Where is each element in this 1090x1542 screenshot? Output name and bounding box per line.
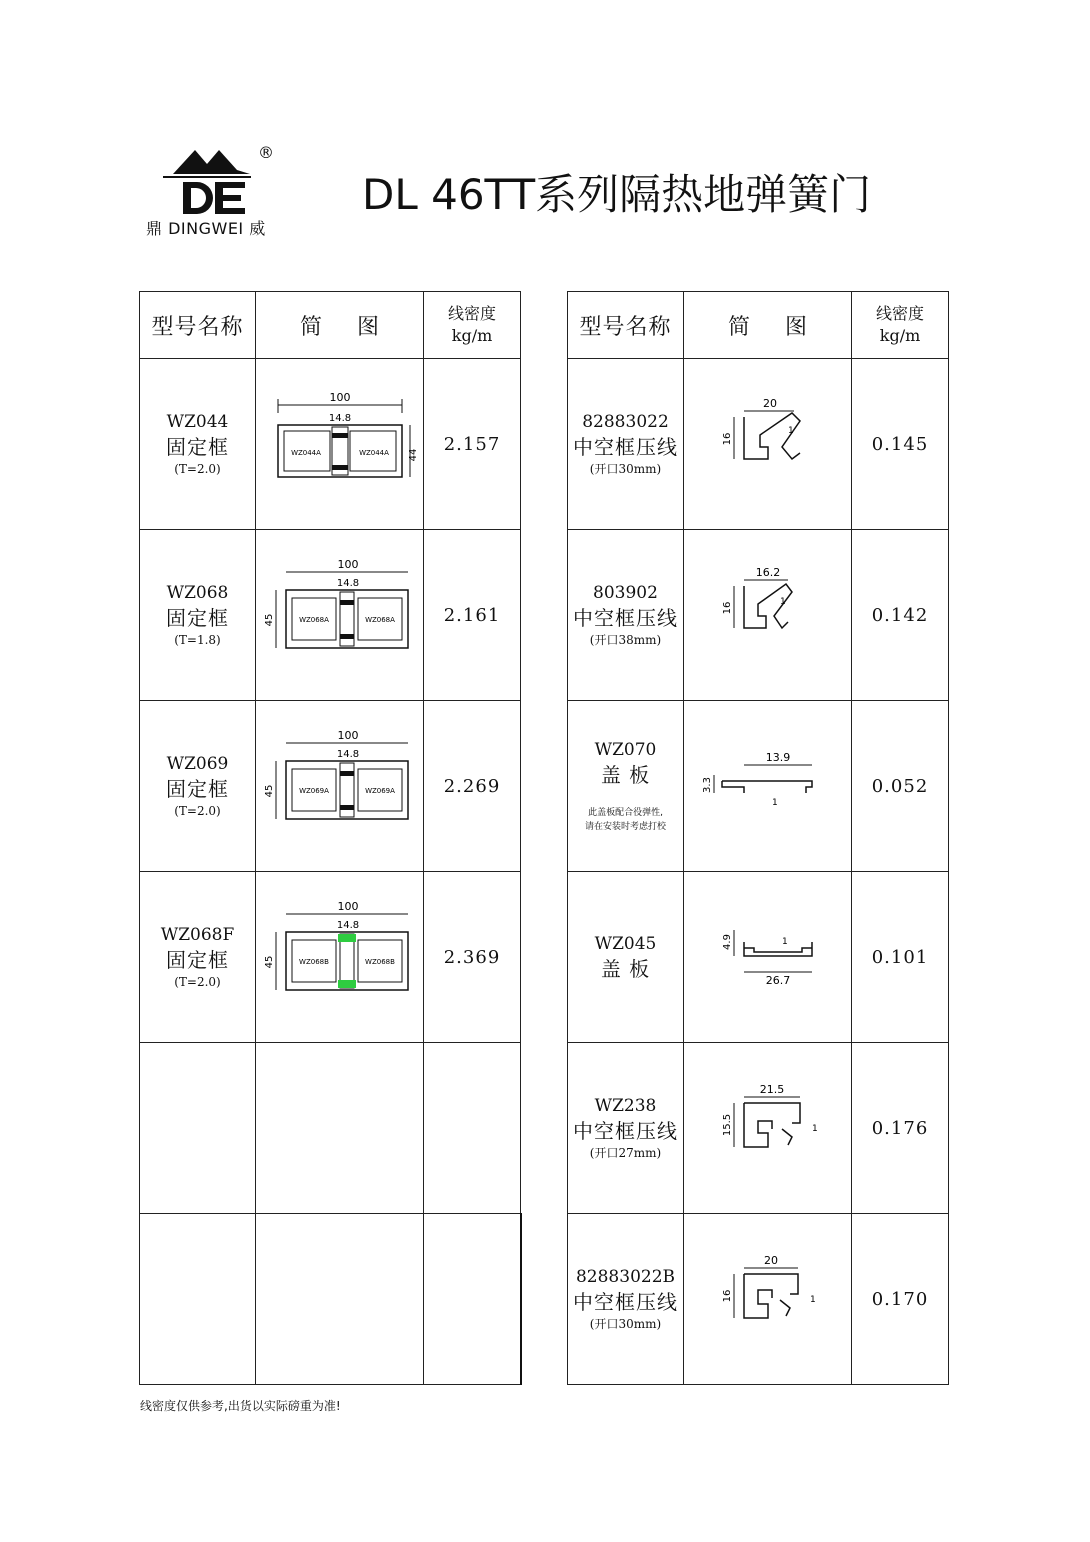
svg-text:1: 1 [809, 1295, 816, 1305]
header-density: 线密度 kg/m [852, 292, 949, 359]
svg-text:20: 20 [763, 1254, 778, 1267]
svg-text:45: 45 [263, 955, 275, 969]
left-product-table [139, 291, 522, 1385]
svg-text:1: 1 [781, 937, 788, 947]
header-diagram: 简 图 [256, 292, 424, 359]
profile-diagram [260, 387, 420, 497]
svg-text:44: 44 [407, 448, 419, 462]
table-row [140, 1214, 521, 1385]
profile-diagram [688, 1071, 848, 1181]
table-row [140, 1043, 521, 1214]
svg-text:16: 16 [721, 432, 733, 446]
profile-diagram [688, 1242, 848, 1352]
svg-text:WZ068B: WZ068B [364, 958, 395, 966]
table-row: WZ070 盖 板 此盖板配合役弹性, 请在安装时考虑打校 13.9 3.3 1 0.052 [568, 701, 949, 872]
svg-text:13.9: 13.9 [765, 751, 790, 764]
svg-text:14.8: 14.8 [336, 578, 359, 589]
profile-diagram [688, 900, 848, 1010]
svg-text:45: 45 [263, 784, 275, 798]
profile-diagram [260, 900, 420, 1010]
svg-text:WZ069A: WZ069A [364, 787, 395, 795]
svg-text:14.8: 14.8 [336, 749, 359, 760]
svg-text:45: 45 [263, 613, 275, 627]
svg-text:100: 100 [329, 391, 350, 404]
table-row: WZ069 固定框 (T=2.0) 100 14.8 WZ069A WZ069A 45 2.269 [140, 701, 521, 872]
logo-text: 鼎 DINGWEI 威 [146, 219, 266, 238]
svg-text:100: 100 [337, 900, 358, 913]
svg-text:WZ068A: WZ068A [364, 616, 395, 624]
svg-text:1: 1 [787, 426, 794, 436]
table-row: WZ068F 固定框 (T=2.0) 100 14.8 WZ068B WZ068B 45 2.369 [140, 872, 521, 1043]
svg-text:WZ069A: WZ069A [298, 787, 329, 795]
registered-mark: ® [258, 143, 274, 162]
footer-note: 线密度仅供参考,出货以实际磅重为准! [140, 1399, 341, 1413]
header-model: 型号名称 [140, 292, 256, 359]
svg-text:16.2: 16.2 [755, 566, 780, 579]
profile-diagram [688, 387, 848, 497]
svg-text:1: 1 [779, 597, 786, 607]
table-row: WZ068 固定框 (T=1.8) 100 14.8 WZ068A WZ068A 45 2.161 [140, 530, 521, 701]
svg-text:WZ068B: WZ068B [298, 958, 329, 966]
table-row: WZ045 盖 板 4.9 1 26.7 0.101 [568, 872, 949, 1043]
page-title: DL 46TT系列隔热地弹簧门 [362, 170, 872, 219]
header-density: 线密度 kg/m [424, 292, 521, 359]
svg-text:1: 1 [771, 798, 778, 808]
svg-text:WZ044A: WZ044A [290, 449, 321, 457]
profile-diagram [260, 558, 420, 668]
svg-text:1: 1 [811, 1124, 818, 1134]
table-row: 82883022B 中空框压线 (开口30mm) 20 16 1 0.170 [568, 1214, 949, 1385]
table-row: 803902 中空框压线 (开口38mm) 16.2 16 1 0.142 [568, 530, 949, 701]
svg-text:15.5: 15.5 [721, 1113, 733, 1137]
svg-text:100: 100 [337, 558, 358, 571]
profile-diagram [260, 729, 420, 839]
header-model: 型号名称 [568, 292, 684, 359]
profile-diagram [688, 729, 848, 839]
svg-text:WZ068A: WZ068A [298, 616, 329, 624]
svg-text:3.3: 3.3 [701, 777, 713, 793]
svg-text:14.8: 14.8 [328, 413, 351, 424]
table-row: 82883022 中空框压线 (开口30mm) 20 16 1 0.145 [568, 359, 949, 530]
table-row: WZ044 固定框 (T=2.0) 100 14.8 WZ044A WZ044A 44 2.157 [140, 359, 521, 530]
right-product-table [567, 291, 949, 1385]
svg-text:20: 20 [762, 397, 777, 410]
svg-text:16: 16 [721, 1289, 733, 1303]
svg-text:WZ044A: WZ044A [358, 449, 389, 457]
svg-text:21.5: 21.5 [759, 1083, 784, 1096]
svg-text:26.7: 26.7 [765, 974, 790, 987]
svg-text:100: 100 [337, 729, 358, 742]
profile-diagram [688, 558, 848, 668]
svg-text:16: 16 [721, 601, 733, 615]
svg-text:4.9: 4.9 [721, 934, 733, 950]
header-diagram: 简 图 [684, 292, 852, 359]
table-row: WZ238 中空框压线 (开口27mm) 21.5 15.5 1 0.176 [568, 1043, 949, 1214]
svg-text:14.8: 14.8 [336, 920, 359, 931]
